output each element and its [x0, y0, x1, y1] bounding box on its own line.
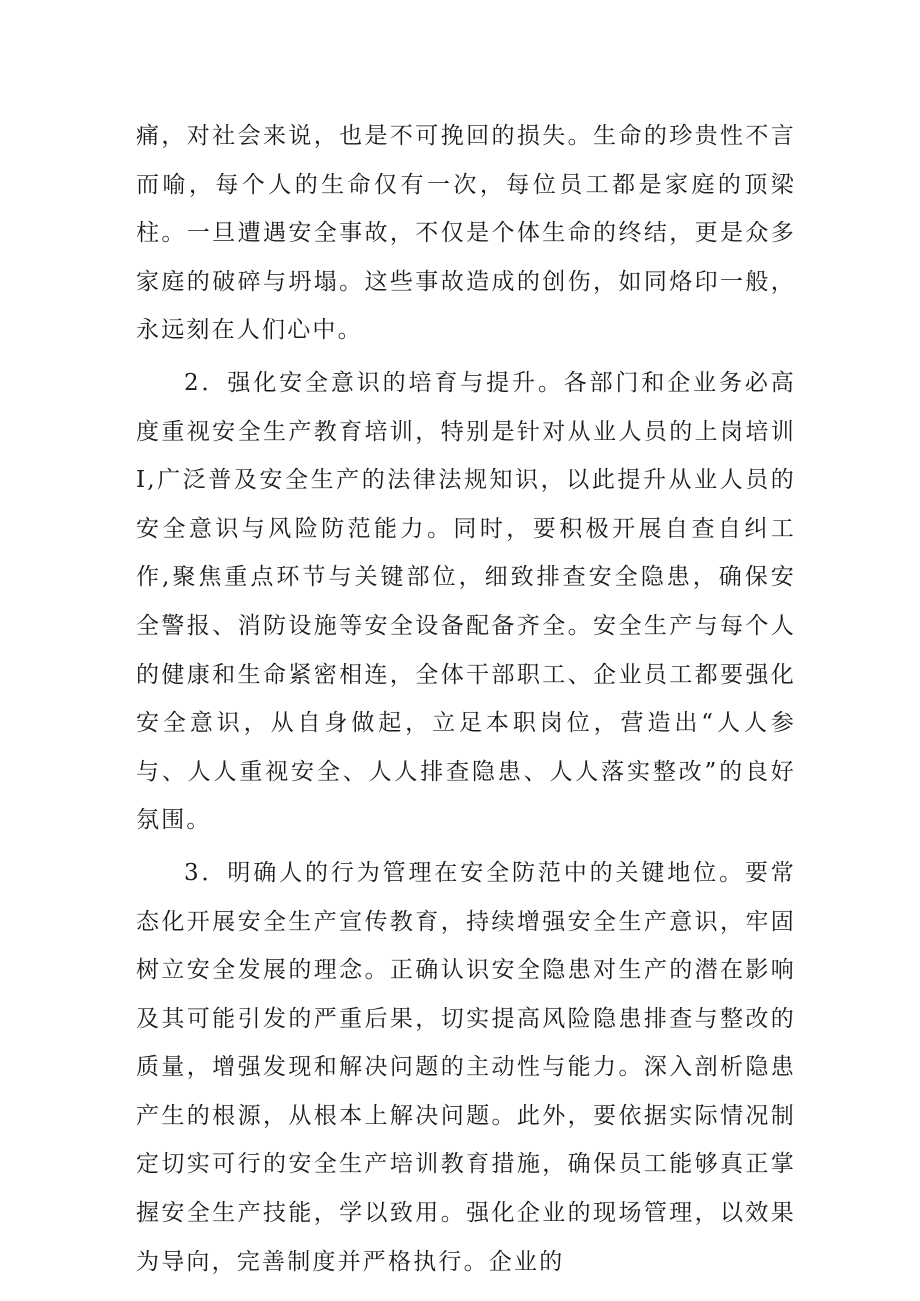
paragraph-continuation: 痛，对社会来说，也是不可挽回的损失。生命的珍贵性不言而喻，每个人的生命仅有一次，每位员工都是家庭的顶梁柱。一旦遭遇安全事故，不仅是个体生命的终结，更是众多家庭的破碎与坍塌。这些事故造成的创伤，如同烙印一般，永远刻在人们心中。 [136, 123, 796, 344]
document-body [136, 112, 796, 1290]
paragraph-item-2: 2．强化安全意识的培育与提升。各部门和企业务必高度重视安全生产教育培训，特别是针对从业人员的上岗培训I,广泛普及安全生产的法律法规知识，以此提升从业人员的安全意识与风险防范能力。同时，要积极开展自查自纠工作,聚焦重点环节与关键部位，细致排查安全隐患，确保安全警报、消防设施等安全设备配备齐全。安全生产与每个人的健康和生命紧密相连，全体干部职工、企业员工都要强化安全意识，从自身做起，立足本职岗位，营造出“人人参与、人人重视安全、人人排查隐患、人人落实整改”的良好氛围。 [136, 369, 796, 834]
paragraph-item-3: 3．明确人的行为管理在安全防范中的关键地位。要常态化开展安全生产宣传教育，持续增强安全生产意识，牢固树立安全发展的理念。正确认识安全隐患对生产的潜在影响及其可能引发的严重后果，切实提高风险隐患排查与整改的质量，增强发现和解决问题的主动性与能力。深入剖析隐患产生的根源，从根本上解决问题。此外，要依据实际情况制定切实可行的安全生产培训教育措施，确保员工能够真正掌握安全生产技能，学以致用。强化企业的现场管理，以效果为导向，完善制度并严格执行。企业的 [136, 859, 796, 1275]
